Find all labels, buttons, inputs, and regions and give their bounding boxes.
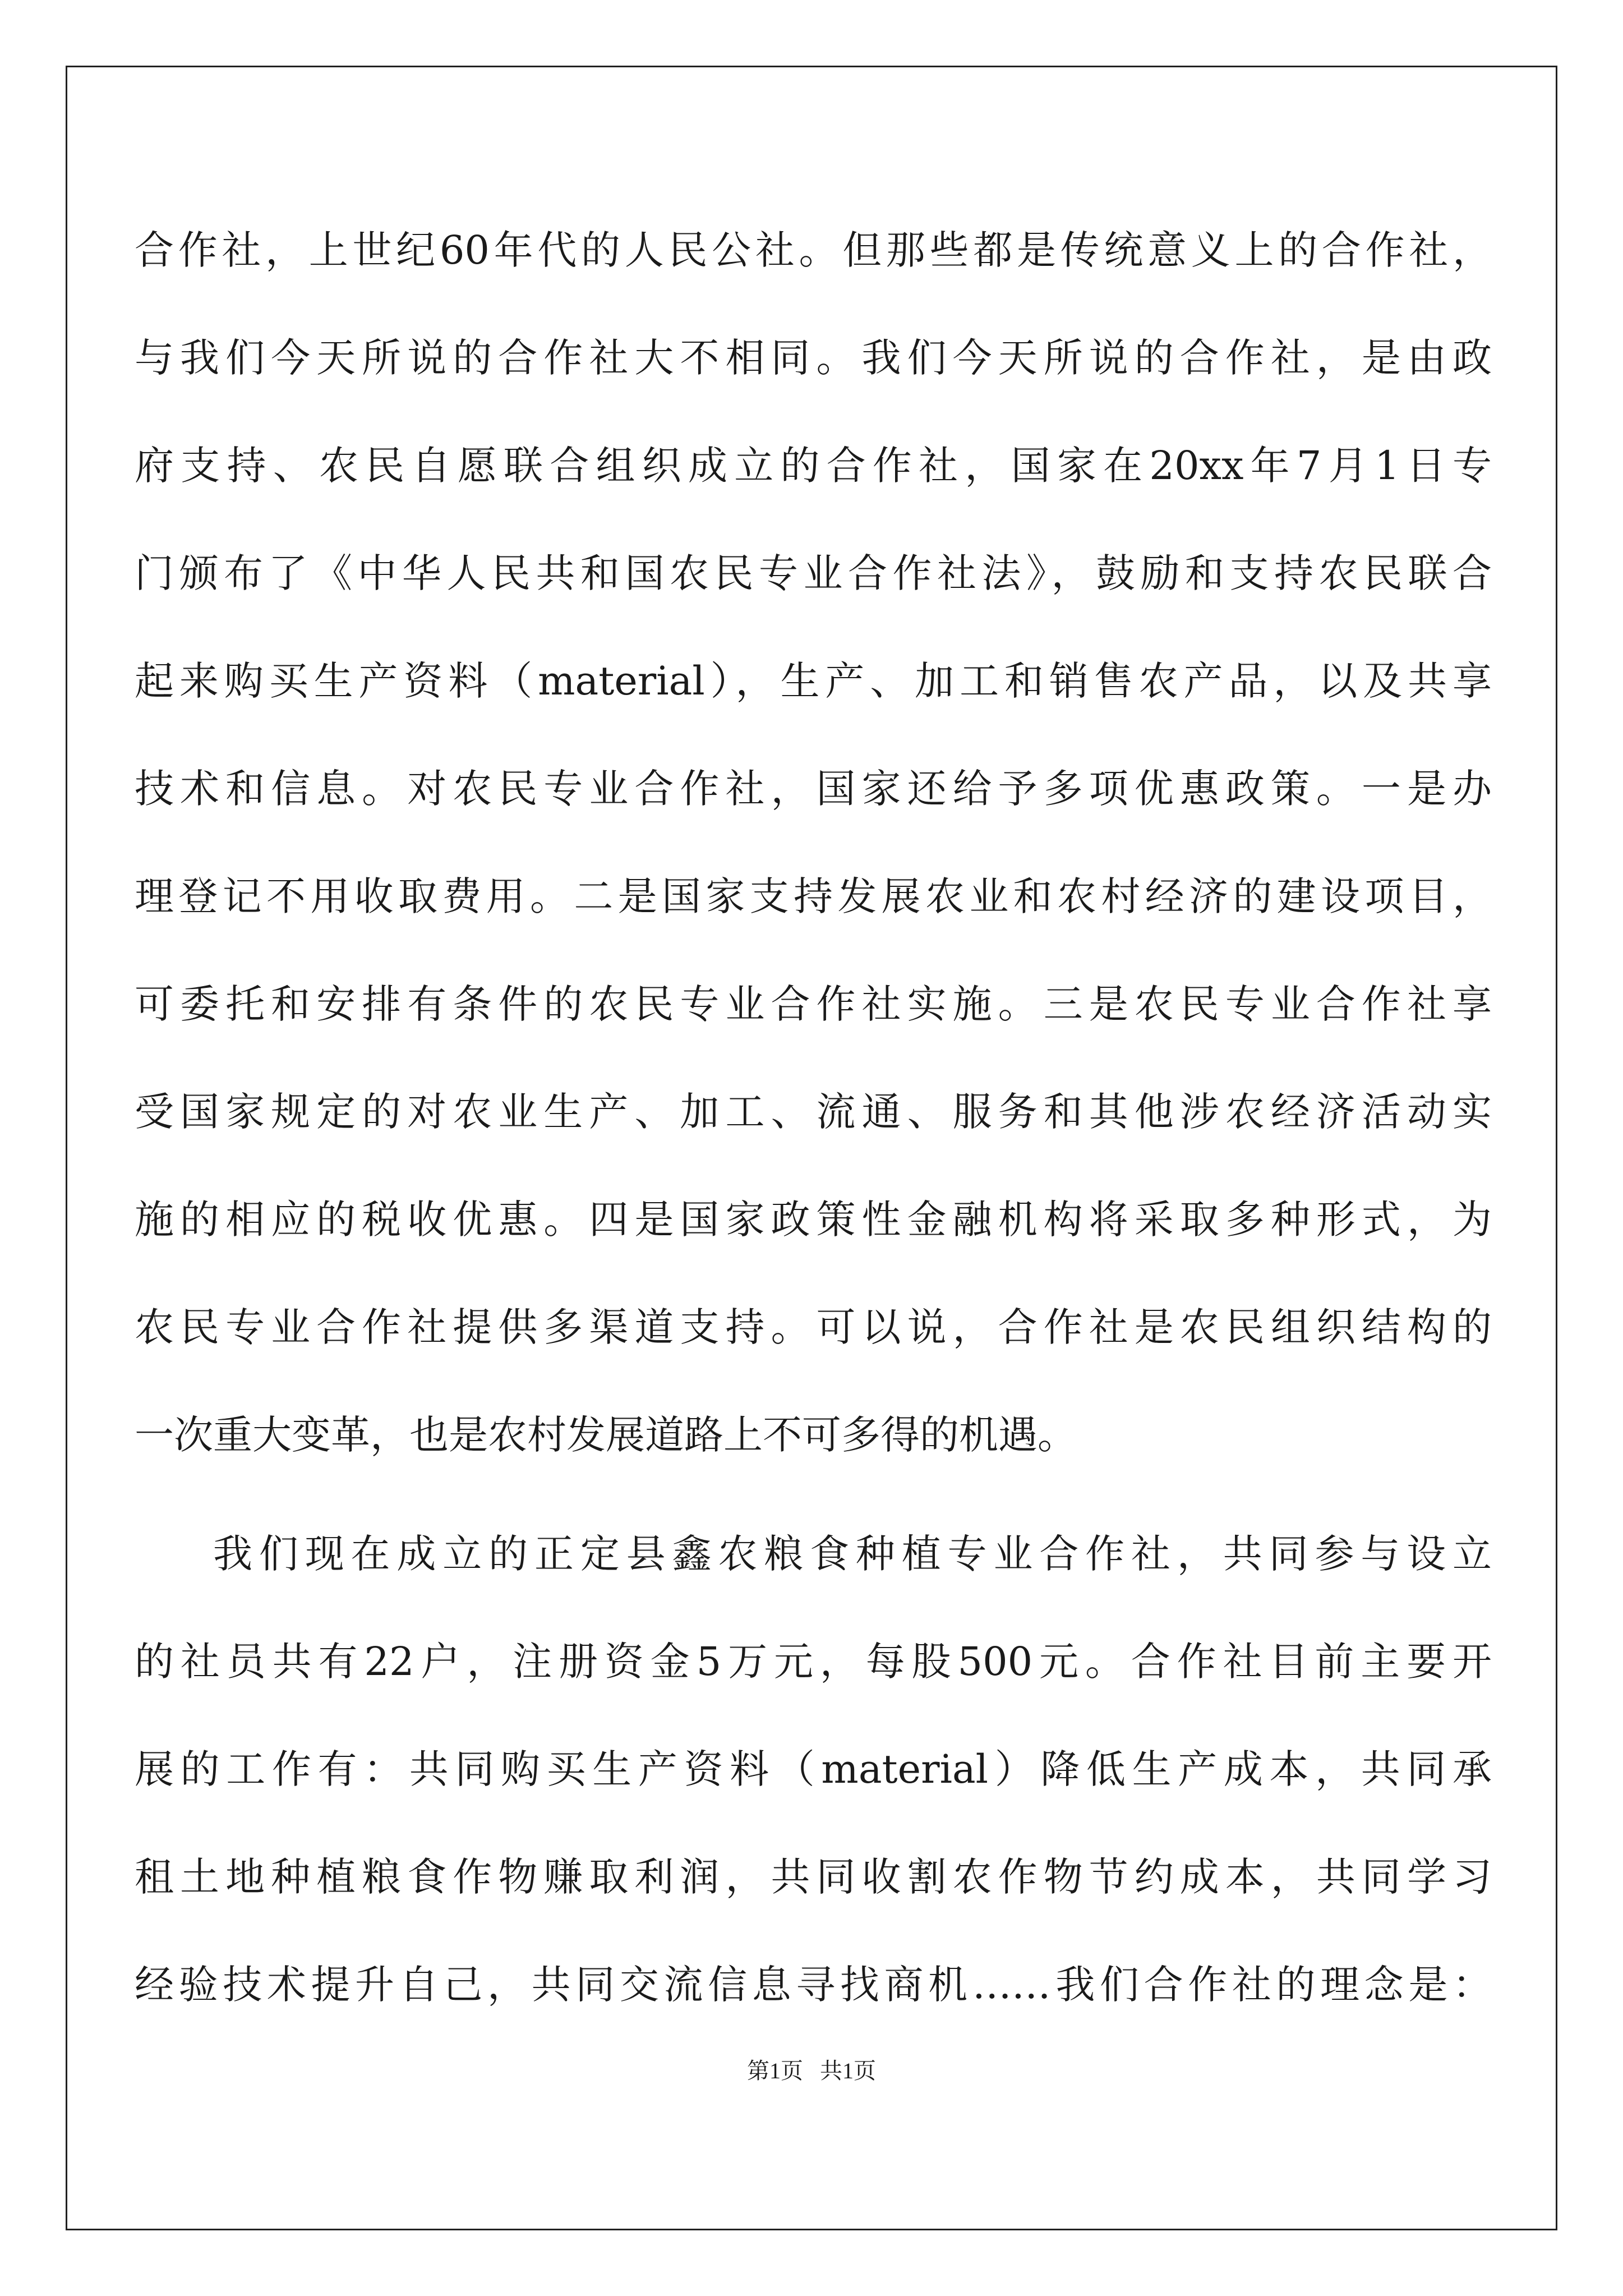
text-line: 起来购买生产资料（material），生产、加工和销售农产品，以及共享 bbox=[135, 658, 1492, 704]
page-number: 第1页 bbox=[747, 2058, 803, 2083]
text-line: 合作社，上世纪60年代的人民公社。但那些都是传统意义上的合作社， bbox=[135, 227, 1492, 273]
page-total: 共1页 bbox=[820, 2058, 876, 2083]
page-footer bbox=[0, 2053, 1623, 2085]
text-line: 的社员共有22户，注册资金5万元，每股500元。合作社目前主要开 bbox=[135, 1639, 1492, 1685]
text-line: 门颁布了《中华人民共和国农民专业合作社法》，鼓励和支持农民联合 bbox=[135, 550, 1492, 596]
text-line: 技术和信息。对农民专业合作社，国家还给予多项优惠政策。一是办 bbox=[135, 766, 1492, 812]
text-line: 理登记不用收取费用。二是国家支持发展农业和农村经济的建设项目， bbox=[135, 873, 1492, 919]
text-line: 展的工作有：共同购买生产资料（material）降低生产成本，共同承 bbox=[135, 1746, 1492, 1792]
text-line: 与我们今天所说的合作社大不相同。我们今天所说的合作社，是由政 bbox=[135, 335, 1492, 381]
text-line: 农民专业合作社提供多渠道支持。可以说，合作社是农民组织结构的 bbox=[135, 1304, 1492, 1350]
text-line: 受国家规定的对农业生产、加工、流通、服务和其他涉农经济活动实 bbox=[135, 1089, 1492, 1135]
paragraph-first-line: 我们现在成立的正定县鑫农粮食种植专业合作社，共同参与设立 bbox=[213, 1531, 1492, 1577]
text-line: 府支持、农民自愿联合组织成立的合作社，国家在20xx年7月1日专 bbox=[135, 443, 1492, 489]
text-line: 经验技术提升自己，共同交流信息寻找商机……我们合作社的理念是： bbox=[135, 1962, 1492, 2008]
text-line: 租土地种植粮食作物赚取利润，共同收割农作物节约成本，共同学习 bbox=[135, 1854, 1492, 1900]
document-body bbox=[135, 224, 1492, 2067]
text-line: 可委托和安排有条件的农民专业合作社实施。三是农民专业合作社享 bbox=[135, 981, 1492, 1027]
text-line: 一次重大变革，也是农村发展道路上不可多得的机遇。 bbox=[135, 1412, 1077, 1458]
text-line: 施的相应的税收优惠。四是国家政策性金融机构将采取多种形式，为 bbox=[135, 1197, 1492, 1243]
